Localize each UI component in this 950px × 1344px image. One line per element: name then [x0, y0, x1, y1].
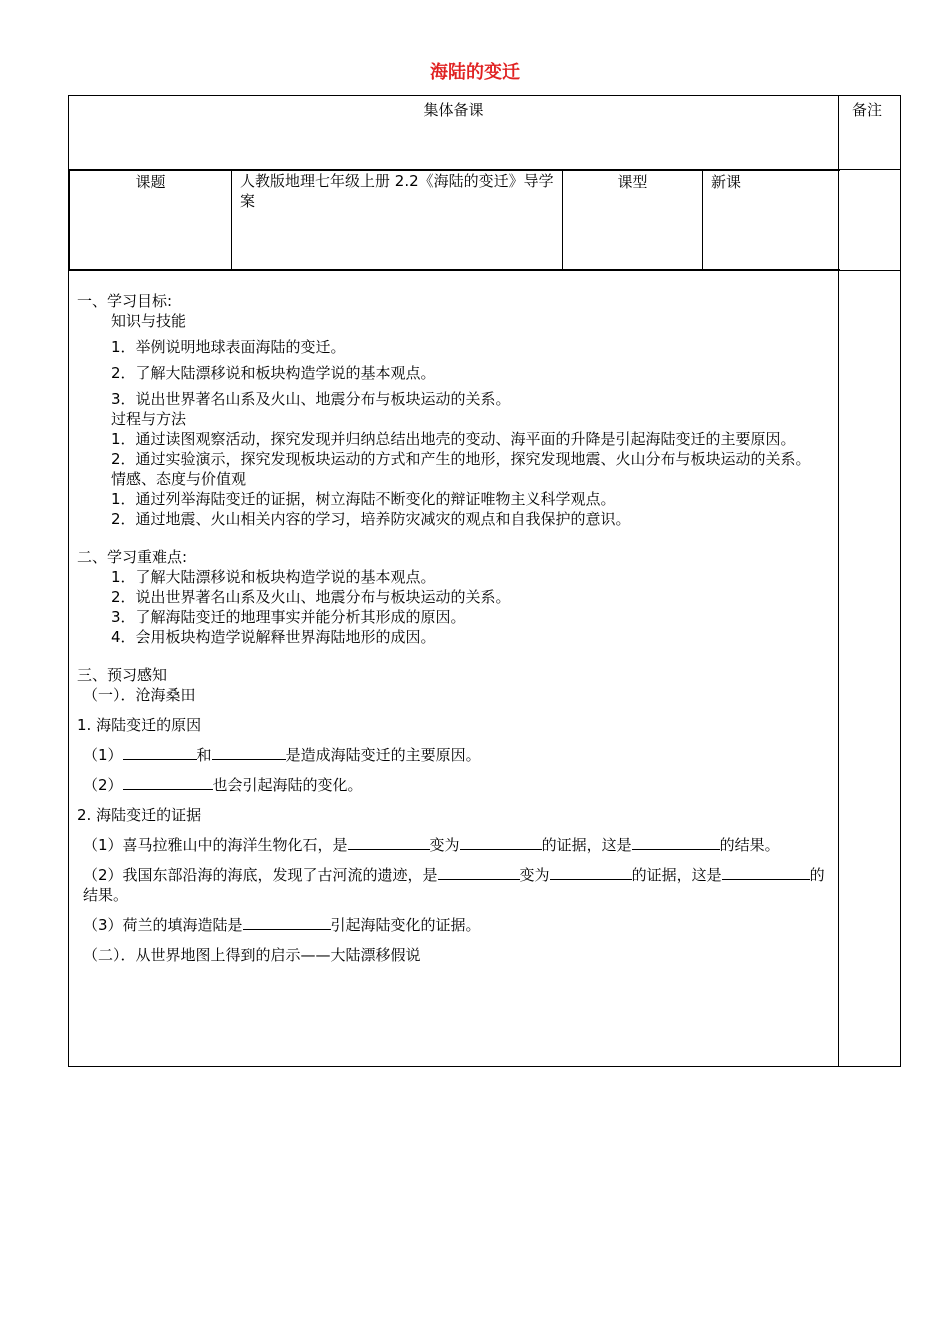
q2c-prefix: （3）荷兰的填海造陆是 — [83, 916, 243, 934]
fill-blank[interactable] — [722, 865, 810, 880]
fill-blank[interactable] — [460, 835, 542, 850]
fill-blank[interactable] — [243, 915, 331, 930]
q1a-prefix: （1） — [83, 746, 123, 764]
lesson-info-row — [69, 170, 901, 271]
knowledge-heading: 知识与技能 — [111, 312, 187, 330]
q1a-mid: 和 — [196, 746, 212, 764]
question-1a — [77, 745, 830, 765]
q1b-prefix: （2） — [83, 776, 123, 794]
remark-cell-1 — [839, 170, 901, 271]
emotion-heading: 情感、态度与价值观 — [111, 470, 247, 488]
key-point-item: 4．会用板块构造学说解释世界海陆地形的成因。 — [111, 628, 436, 646]
lesson-plan-table — [68, 95, 901, 1067]
q2b-mid2: 的证据，这是 — [631, 866, 722, 884]
fill-blank[interactable] — [123, 775, 213, 790]
topic-label: 课题 — [70, 171, 232, 270]
content-row — [69, 271, 901, 1067]
header-row — [69, 96, 901, 170]
q2b-suffix: 的结果。 — [83, 866, 825, 904]
question-2-heading: 2. 海陆变迁的证据 — [77, 806, 202, 824]
fill-blank[interactable] — [632, 835, 720, 850]
question-2c — [77, 915, 830, 935]
fill-blank[interactable] — [550, 865, 632, 880]
remark-header: 备注 — [839, 96, 901, 170]
lesson-info-cell — [69, 170, 839, 271]
q1a-suffix: 是造成海陆变迁的主要原因。 — [285, 746, 481, 764]
q2a-mid2: 的证据，这是 — [541, 836, 632, 854]
section-3-heading: 三、预习感知 — [77, 666, 168, 684]
q2c-suffix: 引起海陆变化的证据。 — [330, 916, 481, 934]
part-2-heading: （二）．从世界地图上得到的启示——大陆漂移假说 — [83, 946, 421, 964]
q2a-mid1: 变为 — [429, 836, 460, 854]
part-1-heading: （一）．沧海桑田 — [83, 686, 196, 704]
process-heading: 过程与方法 — [111, 410, 187, 428]
key-point-item: 1．了解大陆漂移说和板块构造学说的基本观点。 — [111, 568, 436, 586]
key-point-item: 2．说出世界著名山系及火山、地震分布与板块运动的关系。 — [111, 588, 511, 606]
q1b-suffix: 也会引起海陆的变化。 — [212, 776, 363, 794]
fill-blank[interactable] — [438, 865, 520, 880]
key-point-item: 3．了解海陆变迁的地理事实并能分析其形成的原因。 — [111, 608, 466, 626]
fill-blank[interactable] — [123, 745, 197, 760]
knowledge-item: 1．举例说明地球表面海陆的变迁。 — [111, 338, 346, 356]
emotion-item: 2．通过地震、火山相关内容的学习，培养防灾减灾的观点和自我保护的意识。 — [111, 510, 631, 528]
collective-prep-header: 集体备课 — [69, 96, 839, 170]
section-1-heading: 一、学习目标: — [77, 292, 173, 310]
knowledge-item: 2．了解大陆漂移说和板块构造学说的基本观点。 — [111, 364, 436, 382]
type-label: 课型 — [563, 171, 703, 270]
emotion-item: 1．通过列举海陆变迁的证据，树立海陆不断变化的辩证唯物主义科学观点。 — [111, 490, 616, 508]
topic-value: 人教版地理七年级上册 2.2《海陆的变迁》导学案 — [232, 171, 563, 270]
q2a-prefix: （1）喜马拉雅山中的海洋生物化石，是 — [83, 836, 348, 854]
q2b-prefix: （2）我国东部沿海的海底，发现了古河流的遗迹，是 — [83, 866, 438, 884]
remark-cell-2 — [839, 271, 901, 1067]
q2a-suffix: 的结果。 — [719, 836, 780, 854]
question-1-heading: 1. 海陆变迁的原因 — [77, 716, 202, 734]
process-item: 1．通过读图观察活动，探究发现并归纳总结出地壳的变动、海平面的升降是引起海陆变迁的主要原因。 — [111, 430, 796, 448]
type-value: 新课 — [703, 171, 840, 270]
question-1b — [77, 775, 830, 795]
question-2b — [77, 865, 830, 905]
lesson-info-table — [69, 170, 840, 270]
content-cell — [69, 271, 839, 1067]
process-item: 2．通过实验演示，探究发现板块运动的方式和产生的地形，探究发现地震、火山分布与板块运动的关系。 — [111, 450, 811, 468]
fill-blank[interactable] — [348, 835, 430, 850]
q2b-mid1: 变为 — [519, 866, 550, 884]
section-2-heading: 二、学习重难点: — [77, 548, 188, 566]
knowledge-item: 3．说出世界著名山系及火山、地震分布与板块运动的关系。 — [111, 390, 511, 408]
question-2a — [77, 835, 830, 855]
fill-blank[interactable] — [212, 745, 286, 760]
document-title: 海陆的变迁 — [430, 62, 520, 83]
